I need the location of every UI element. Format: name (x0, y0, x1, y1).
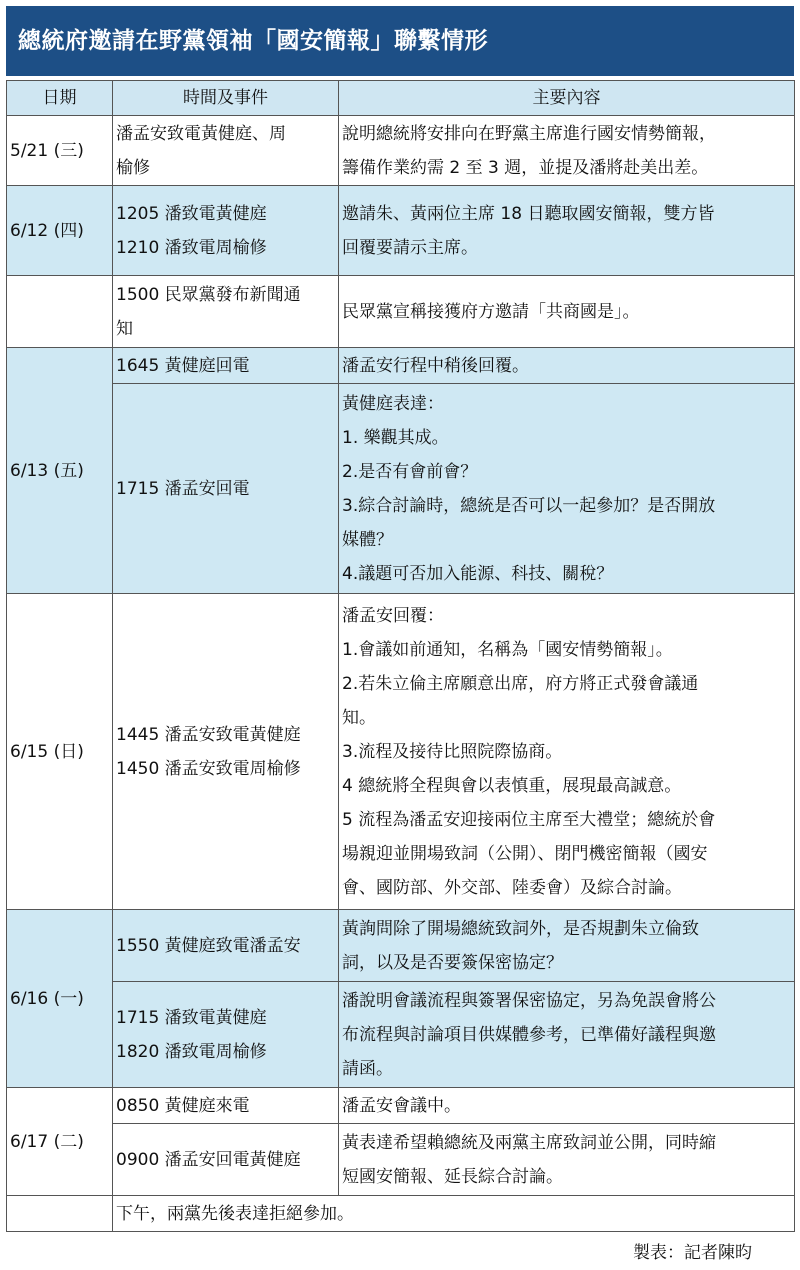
date-cell: 6/16 (一) (7, 910, 113, 1088)
schedule-table (6, 80, 795, 1232)
table-row (7, 116, 795, 186)
content-cell (339, 594, 795, 910)
event-line: 知 (116, 318, 133, 339)
event-cell (113, 1088, 339, 1124)
date-cell-empty (7, 1196, 113, 1232)
table-row (7, 348, 795, 384)
content-line: 2.是否有會前會？ (342, 461, 478, 482)
content-line: 詞，以及是否要簽保密協定？ (342, 952, 563, 973)
content-line: 1.會議如前通知，名稱為「國安情勢簡報」。 (342, 639, 673, 660)
content-line: 籌備作業約需 2 至 3 週，並提及潘將赴美出差。 (342, 157, 709, 178)
content-line: 4.議題可否加入能源、科技、關稅？ (342, 563, 614, 584)
event-cell (113, 384, 339, 594)
content-line: 黃健庭表達： (342, 393, 444, 414)
table-row (7, 1088, 795, 1124)
table-row (7, 1124, 795, 1196)
event-line: 0900 潘孟安回電黃健庭 (116, 1149, 301, 1170)
event-cell (113, 276, 339, 348)
event-line: 1550 黃健庭致電潘孟安 (116, 935, 301, 956)
content-line: 場親迎並開場致詞（公開）、閉門機密簡報（國安 (342, 843, 708, 864)
date-cell: 5/21 (三) (7, 116, 113, 186)
content-line: 潘說明會議流程與簽署保密協定，另為免誤會將公 (342, 990, 716, 1011)
event-line: 1210 潘致電周榆修 (116, 237, 267, 258)
table-row (7, 910, 795, 982)
date-cell: 6/12 (四) (7, 186, 113, 276)
content-cell (339, 276, 795, 348)
header-content: 主要內容 (339, 81, 795, 116)
event-line: 1205 潘致電黃健庭 (116, 203, 267, 224)
date-cell-empty (7, 276, 113, 348)
date-cell: 6/17 (二) (7, 1088, 113, 1196)
content-cell (339, 384, 795, 594)
credit-footer: 製表：記者陳昀 (633, 1243, 752, 1263)
content-line: 3.綜合討論時，總統是否可以一起參加？是否開放 (342, 495, 716, 516)
content-line: 黃表達希望賴總統及兩黨主席致詞並公開，同時縮 (342, 1132, 716, 1153)
table-row (7, 186, 795, 276)
table-title: 總統府邀請在野黨領袖「國安簡報」聯繫情形 (6, 6, 794, 76)
table-row (7, 276, 795, 348)
event-line: 潘孟安致電黃健庭、周 (116, 123, 286, 144)
content-line: 短國安簡報、延長綜合討論。 (342, 1166, 563, 1187)
content-line: 邀請朱、黃兩位主席 18 日聽取國安簡報，雙方皆 (342, 203, 715, 224)
content-line: 布流程與討論項目供媒體參考，已準備好議程與邀 (342, 1024, 716, 1045)
content-cell (339, 116, 795, 186)
event-cell (113, 910, 339, 982)
event-line: 1715 潘孟安回電 (116, 478, 250, 499)
header-row (7, 81, 795, 116)
content-cell (339, 1124, 795, 1196)
table-row (7, 384, 795, 594)
content-line: 潘孟安會議中。 (342, 1095, 461, 1116)
content-line: 1. 樂觀其成。 (342, 427, 449, 448)
event-cell (113, 186, 339, 276)
content-line: 請函。 (342, 1058, 393, 1079)
event-line: 1715 潘致電黃健庭 (116, 1007, 267, 1028)
header-date: 日期 (7, 81, 113, 116)
content-line: 知。 (342, 707, 376, 728)
date-cell: 6/13 (五) (7, 348, 113, 594)
summary-cell: 下午，兩黨先後表達拒絕參加。 (113, 1196, 795, 1232)
event-cell (113, 1124, 339, 1196)
content-line: 潘孟安回覆： (342, 605, 444, 626)
event-line: 1820 潘致電周榆修 (116, 1041, 267, 1062)
content-line: 會、國防部、外交部、陸委會）及綜合討論。 (342, 877, 682, 898)
date-cell: 6/15 (日) (7, 594, 113, 910)
event-line: 1450 潘孟安致電周榆修 (116, 758, 301, 779)
content-line: 黃詢問除了開場總統致詞外，是否規劃朱立倫致 (342, 918, 699, 939)
event-line: 榆修 (116, 157, 150, 178)
content-line: 說明總統將安排向在野黨主席進行國安情勢簡報， (342, 123, 716, 144)
content-cell (339, 348, 795, 384)
event-line: 1445 潘孟安致電黃健庭 (116, 724, 301, 745)
event-cell (113, 594, 339, 910)
content-line: 4 總統將全程與會以表慎重，展現最高誠意。 (342, 775, 682, 796)
content-line: 5 流程為潘孟安迎接兩位主席至大禮堂；總統於會 (342, 809, 716, 830)
content-line: 2.若朱立倫主席願意出席，府方將正式發會議通 (342, 673, 699, 694)
event-cell (113, 116, 339, 186)
header-time-event: 時間及事件 (113, 81, 339, 116)
table-row (7, 982, 795, 1088)
table-row (7, 1196, 795, 1232)
event-line: 1500 民眾黨發布新聞通 (116, 284, 301, 305)
content-line: 媒體？ (342, 529, 393, 550)
content-line: 3.流程及接待比照院際協商。 (342, 741, 563, 762)
event-cell (113, 348, 339, 384)
event-line: 0850 黃健庭來電 (116, 1095, 250, 1116)
content-cell (339, 1088, 795, 1124)
content-line: 民眾黨宣稱接獲府方邀請「共商國是」。 (342, 301, 640, 322)
content-cell (339, 186, 795, 276)
content-cell (339, 910, 795, 982)
content-line: 回覆要請示主席。 (342, 237, 478, 258)
table-row (7, 594, 795, 910)
content-line: 潘孟安行程中稍後回覆。 (342, 355, 529, 376)
event-cell (113, 982, 339, 1088)
content-cell (339, 982, 795, 1088)
event-line: 1645 黃健庭回電 (116, 355, 250, 376)
